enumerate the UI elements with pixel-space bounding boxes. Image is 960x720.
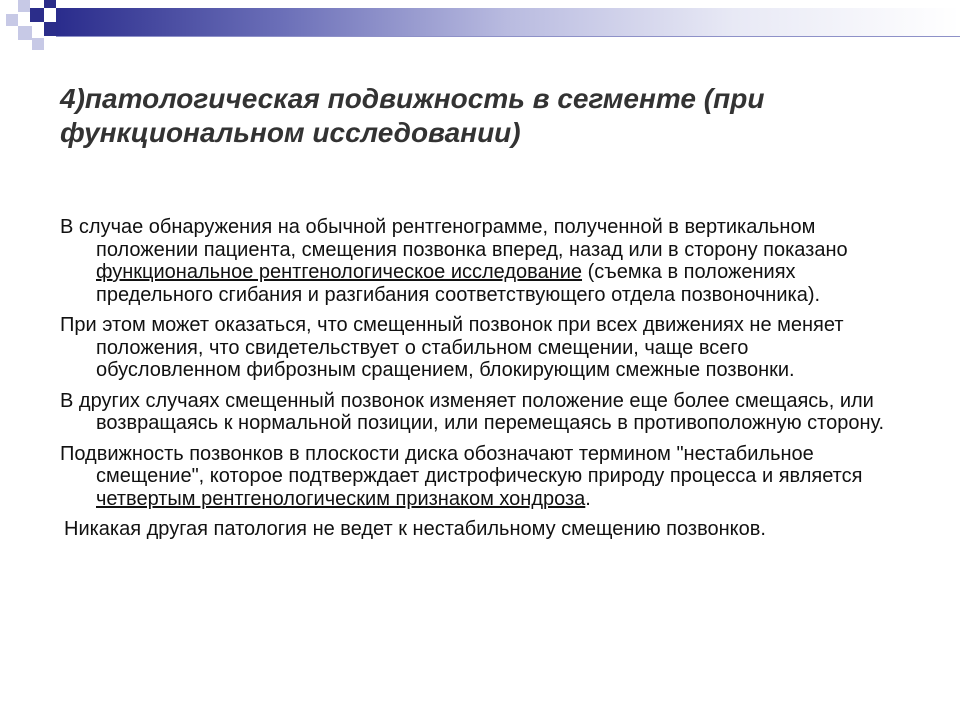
slide-title: 4)патологическая подвижность в сегменте (при функциональном исследовании) [60,83,765,148]
paragraph-1-text: В случае обнаружения на обычной рентгенограмме, полученной в вертикальном положении пациента, смещения позвонка вперед, назад или в сторону показано [60,216,848,261]
paragraph-5: Никакая другая патология не ведет к нестабильному смещению позвонков. [64,518,766,540]
deco-square [18,26,32,40]
paragraph-4 [60,443,890,511]
paragraph-4-tail: . [585,487,591,510]
deco-square [30,8,44,22]
paragraph-1-tail: (съемка в положениях предельного сгибания и разгибания соответствующего отдела позвоночника). [96,261,821,306]
paragraph-2: При этом может оказаться, что смещенный позвонок при всех движениях не меняет положения, что свидетельствует о стабильном смещении, чаще всего обусловленном фиброзным сращением, блокирующим смежные позвонки. [60,314,844,381]
header-gradient-bar [56,8,960,36]
deco-square [44,0,56,8]
paragraph-4-text: Подвижность позвонков в плоскости диска обозначают термином "нестабильное смещение", которое подтверждает дистрофическую природу процесса и является [60,442,863,487]
deco-square [6,14,18,26]
paragraph-1 [60,216,890,306]
slide-body [60,216,890,549]
paragraph-3: В других случаях смещенный позвонок изменяет положение еще более смещаясь, или возвращаясь к нормальной позиции, или перемещаясь в противоположную сторону. [60,389,885,434]
deco-square [32,38,44,50]
header-divider [56,36,960,37]
deco-square [18,0,30,12]
functional-xray-link[interactable]: функциональное рентгенологическое исследование [96,261,583,283]
deco-square [44,22,56,36]
chondrosis-sign-link[interactable]: четвертым рентгенологическим признаком хондроза [96,487,586,510]
